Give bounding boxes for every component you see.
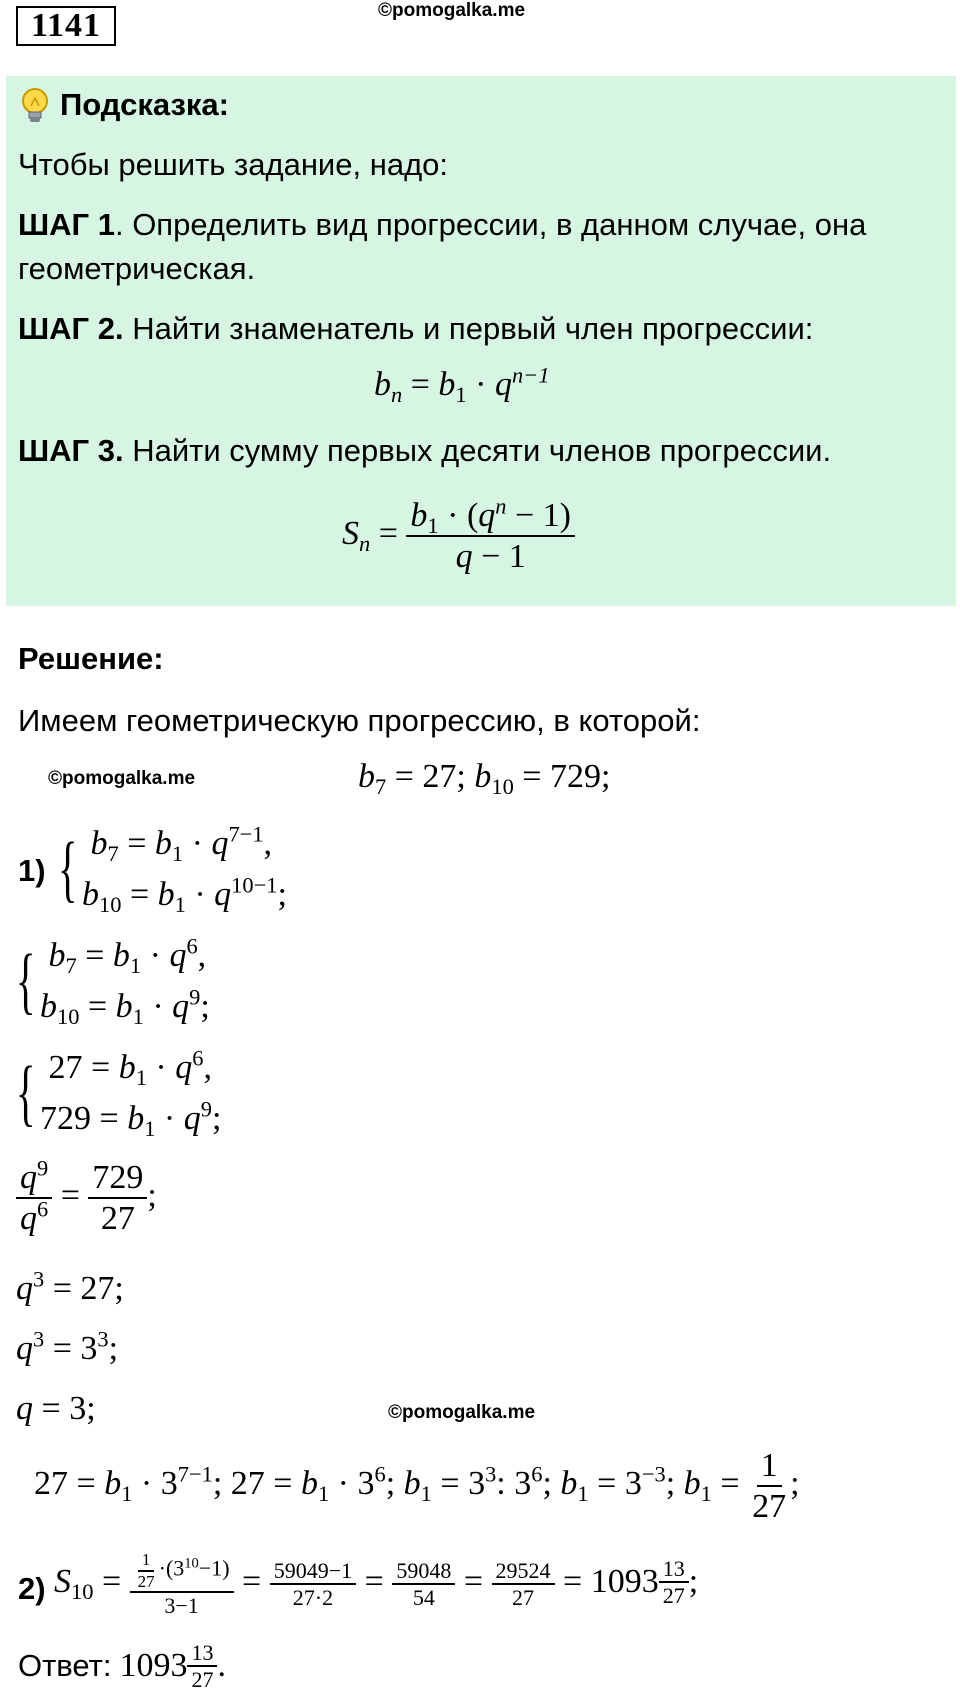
task-number: 1141 bbox=[16, 6, 116, 46]
q-cubed-27: $q^3 = 27$; bbox=[16, 1266, 124, 1307]
given-values: $b_7 = 27$; $b_{10} = 729$; bbox=[358, 758, 611, 800]
hint-title: Подсказка: bbox=[60, 87, 229, 122]
step3-label: ШАГ 3. bbox=[18, 433, 124, 468]
step1-text: . Определить вид прогрессии, в данном случае, она bbox=[114, 207, 867, 242]
s10-calculation: $S_{10}$ = $\frac{1}{27}$ $\cdot(3^{10}-1)$ 3−1 = $\frac{59049-1}{27\cdot 2}$ = $\frac{59048}{54}$ = $\frac{29524}{27}$ = 1093 $\frac{13}{27}$ ; bbox=[54, 1550, 699, 1619]
part1-label: 1) bbox=[18, 853, 46, 888]
watermark-bottom: ©pomogalka.me bbox=[388, 1402, 536, 1423]
formula-sn: $S_n$ = $\frac{b_1 \cdot (q^n - 1)}{q - 1}$ bbox=[342, 496, 575, 576]
step2-label: ШАГ 2. bbox=[18, 311, 124, 346]
q-cubed-3-cubed: $q^3 = 3^3$; bbox=[16, 1326, 119, 1367]
formula-bn: $b_n = b_1 \cdot q^{n-1}$ bbox=[374, 362, 550, 408]
solution-intro: Имеем геометрическую прогрессию, в которой: bbox=[18, 703, 701, 738]
answer-value: 1093 $\frac{13}{27}$ . bbox=[119, 1640, 226, 1693]
part2-label: 2) bbox=[18, 1571, 46, 1606]
solution-title: Решение: bbox=[18, 641, 164, 676]
system-3: { $27 = b_1 \cdot q^6$, $729 = b_1 \cdot q^9$; bbox=[16, 1045, 222, 1142]
watermark-mid: ©pomogalka.me bbox=[48, 768, 196, 789]
watermark-top: ©pomogalka.me bbox=[378, 0, 526, 21]
step3-text: Найти сумму первых десяти членов прогрессии. bbox=[123, 433, 832, 468]
hint-step1 bbox=[18, 204, 866, 246]
answer-line bbox=[18, 1640, 226, 1693]
hint-step3 bbox=[18, 430, 831, 472]
step2-text: Найти знаменатель и первый член прогрессии: bbox=[123, 311, 814, 346]
hint-step2 bbox=[18, 308, 813, 350]
system-1: { $b_7 = b_1 \cdot q^{7-1}$, $b_{10} = b_1 \cdot q^{10-1}$; bbox=[58, 821, 287, 918]
b1-derivation: $27 = b_1 \cdot 3^{7-1}$; $27 = b_1 \cdot 3^6$; $b_1 = 3^3$: $3^6$; $b_1 = 3^{-3}$; $b_1$ = $\frac{1}{27}$ ; bbox=[34, 1447, 800, 1526]
hint-step1-cont: геометрическая. bbox=[18, 251, 256, 286]
hint-intro: Чтобы решить задание, надо: bbox=[18, 147, 449, 182]
answer-label: Ответ: bbox=[18, 1648, 112, 1684]
step1-label: ШАГ 1 bbox=[18, 207, 115, 242]
system-2: { $b_7 = b_1 \cdot q^6$, $b_{10} = b_1 \cdot q^9$; bbox=[16, 933, 210, 1030]
q-value: q = 3; bbox=[16, 1390, 96, 1427]
lightbulb-icon bbox=[18, 86, 52, 129]
ratio-equation: $\frac{q^9}{q^6}$ = $\frac{729}{27}$ ; bbox=[16, 1158, 157, 1238]
